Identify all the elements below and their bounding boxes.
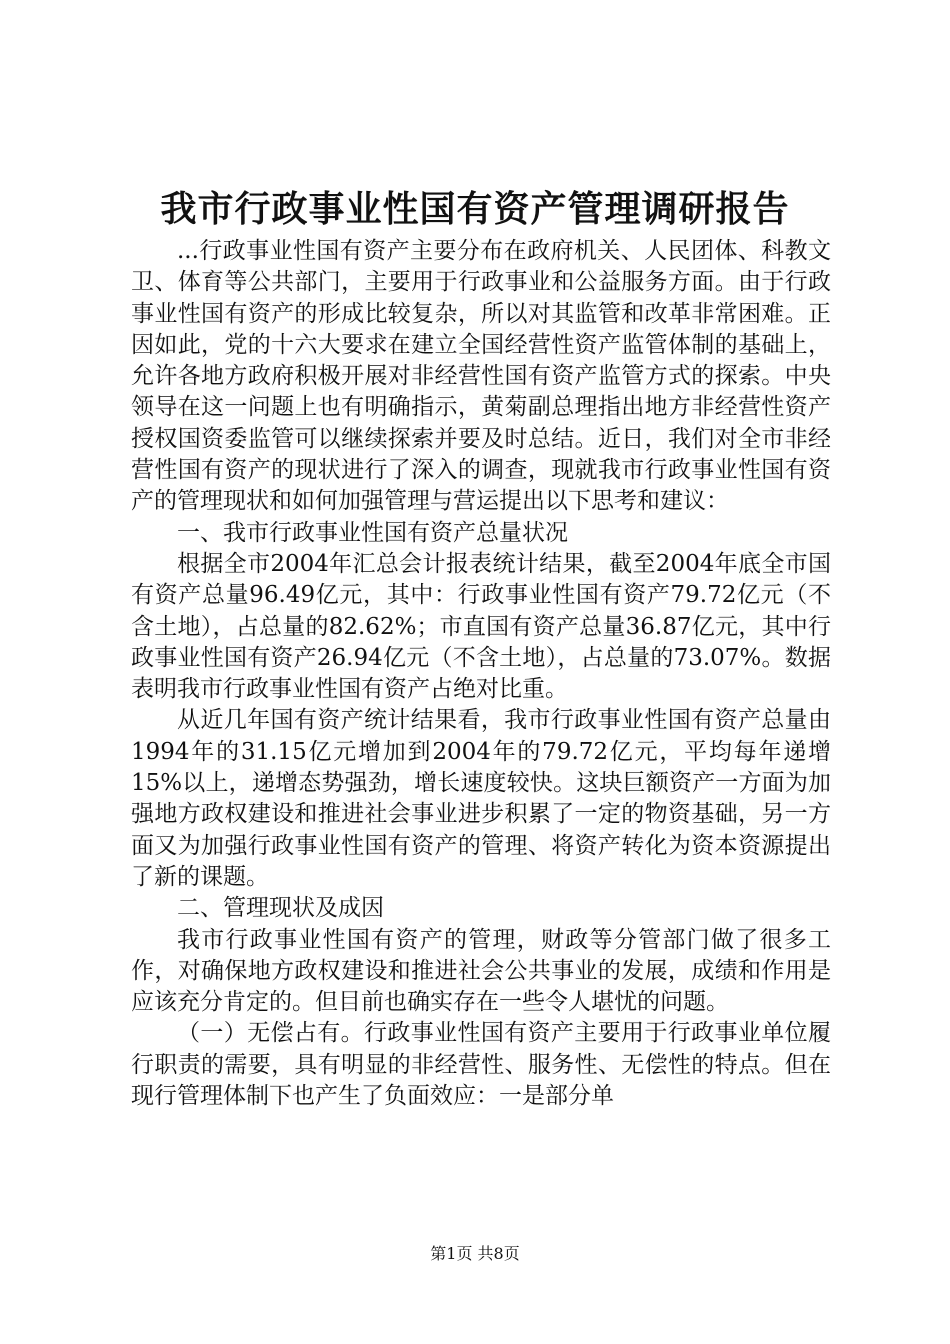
- section-heading-2: 二、管理现状及成因: [177, 895, 384, 922]
- paragraph-management: 我市行政事业性国有资产的管理，财政等分管部门做了很多工作，对确保地方政权建设和推进社会公共事业的发展，成绩和作用是应该充分肯定的。但目前也确实存在一些令人堪忧的问题。: [131, 926, 831, 1016]
- paragraph-total-assets: 根据全市2004年汇总会计报表统计结果，截至2004年底全市国有资产总量96.49亿元，其中：行政事业性国有资产79.72亿元（不含土地），占总量的82.62%；市直国有资产总量36.87亿元，其中行政事业性国有资产26.94亿元（不含土地），占总量的73.07%。数据表明我市行政事业性国有资产占绝对比重。: [131, 550, 831, 703]
- document-title: 我市行政事业性国有资产管理调研报告: [160, 188, 790, 230]
- section-heading-1: 一、我市行政事业性国有资产总量状况: [177, 519, 568, 546]
- paragraph-growth: 从近几年国有资产统计结果看，我市行政事业性国有资产总量由1994年的31.15亿元增加到2004年的79.72亿元，平均每年递增15%以上，递增态势强劲，增长速度较快。这块巨额资产一方面为加强地方政权建设和推进社会事业进步积累了一定的物资基础，另一方面又为加强行政事业性国有资产的管理、将资产转化为资本资源提出了新的课题。: [131, 707, 831, 890]
- paragraph-subsection-1: （一）无偿占有。行政事业性国有资产主要用于行政事业单位履行职责的需要，具有明显的非经营性、服务性、无偿性的特点。但在现行管理体制下也产生了负面效应：一是部分单: [131, 1020, 831, 1110]
- page-footer: 第1页 共8页: [430, 1244, 520, 1263]
- document-body: [131, 236, 831, 1112]
- paragraph-intro: ...行政事业性国有资产主要分布在政府机关、人民团体、科教文卫、体育等公共部门，主要用于行政事业和公益服务方面。由于行政事业性国有资产的形成比较复杂，所以对其监管和改革非常困难。正因如此，党的十六大要求在建立全国经营性资产监管体制的基础上，允许各地方政府积极开展对非经营性国有资产监管方式的探索。中央领导在这一问题上也有明确指示，黄菊副总理指出地方非经营性资产授权国资委监管可以继续探索并要及时总结。近日，我们对全市非经营性国有资产的现状进行了深入的调查，现就我市行政事业性国有资产的管理现状和如何加强管理与营运提出以下思考和建议：: [131, 238, 831, 515]
